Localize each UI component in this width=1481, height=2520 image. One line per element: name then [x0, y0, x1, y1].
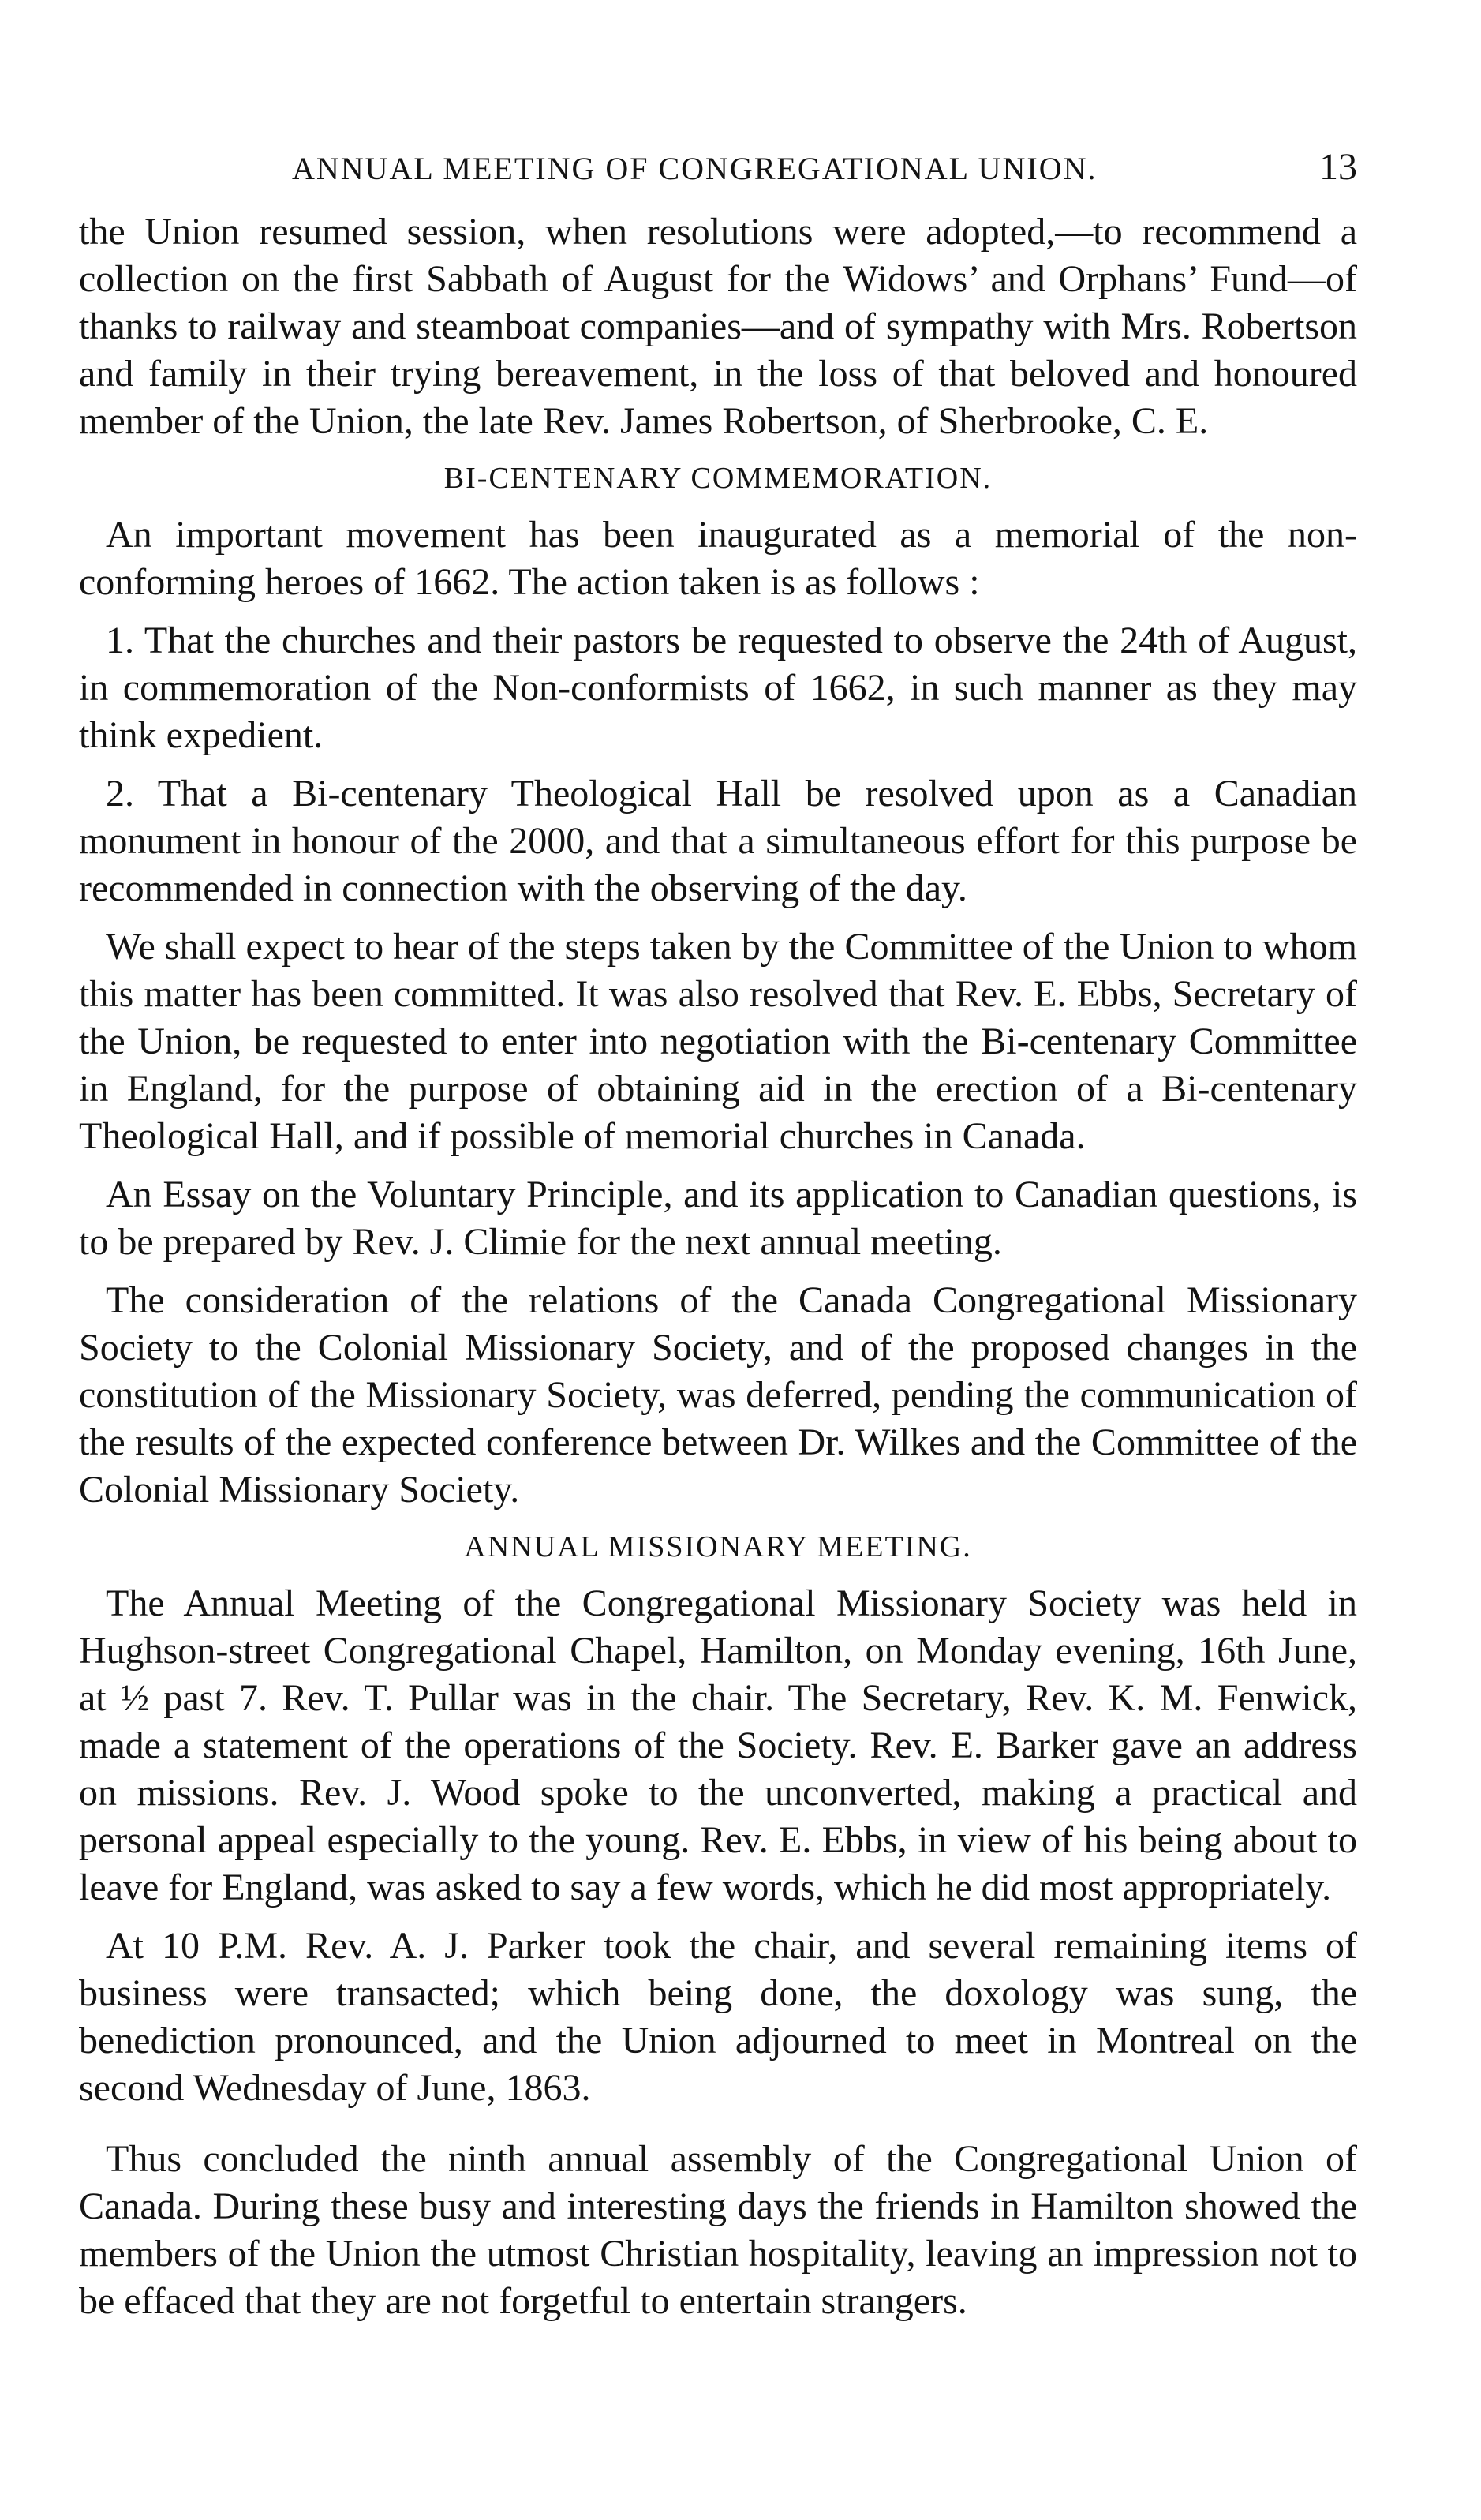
paragraph-closing-remarks: Thus concluded the ninth annual assembly of the Congregational Union of Canada. During these busy and interesting days the friends in Hamilton showed the members of the Union the utmost Christian hospitality, leaving an impression not to be effaced that they are not forgetful to entertain strangers.: [79, 2138, 1357, 2322]
running-header: [79, 142, 1357, 197]
paragraph-resolution-2: 2. That a Bi-centenary Theological Hall be resolved upon as a Canadian monument in honour of the 2000, and that a simultaneous effort for this purpose be recommended in connection with the observing of the day.: [79, 773, 1357, 909]
paragraph-gap: [79, 2123, 1357, 2136]
page-number: 13: [1319, 146, 1357, 188]
document-page: [79, 142, 1357, 2336]
paragraph-evening-session: At 10 P.M. Rev. A. J. Parker took the chair, and several remaining items of business were transacted; which being done, the doxology was sung, the benediction pronounced, and the Union adjourned to meet in Montreal on the second Wednesday of June, 1863.: [79, 1925, 1357, 2109]
paragraph-resolution-1: 1. That the churches and their pastors be requested to observe the 24th of August, in commemoration of the Non-conformists of 1662, in such manner as they may think expedient.: [79, 620, 1357, 756]
paragraph-committee-steps: We shall expect to hear of the steps taken by the Committee of the Union to whom this matter has been committed. It was also resolved that Rev. E. Ebbs, Secretary of the Union, be requested to enter into negotiation with the Bi-centenary Committee in England, for the purpose of obtaining aid in the erection of a Bi-centenary Theological Hall, and if possible of memorial churches in Canada.: [79, 926, 1357, 1157]
running-title: ANNUAL MEETING OF CONGREGATIONAL UNION.: [292, 151, 1098, 186]
paragraph-missionary-relations: The consideration of the relations of the Canada Congregational Missionary Society to the Colonial Missionary Society, and of the proposed changes in the constitution of the Missionary Society, was deferred, pending the communication of the results of the expected conference between Dr. Wilkes and the Committee of the Colonial Missionary Society.: [79, 1279, 1357, 1511]
section-heading-bicentenary: BI-CENTENARY COMMEMORATION.: [443, 462, 993, 495]
paragraph-voluntary-principle-essay: An Essay on the Voluntary Principle, and its application to Canadian questions, is to be prepared by Rev. J. Climie for the next annual meeting.: [79, 1174, 1357, 1263]
paragraph-annual-missionary-meeting: The Annual Meeting of the Congregational Missionary Society was held in Hughson-street Congregational Chapel, Hamilton, on Monday evening, 16th June, at ½ past 7. Rev. T. Pullar was in the chair. The Secretary, Rev. K. M. Fenwick, made a statement of the operations of the Society. Rev. E. Barker gave an address on missions. Rev. J. Wood spoke to the unconverted, making a practical and personal appeal especially to the young. Rev. E. Ebbs, in view of his being about to leave for England, was asked to say a few words, which he did most appropriately.: [79, 1582, 1357, 1908]
section-heading-missionary-meeting: ANNUAL MISSIONARY MEETING.: [464, 1530, 972, 1563]
paragraph-bicentenary-movement: An important movement has been inaugurated as a memorial of the non-conforming heroes of 1662. The action taken is as follows :: [79, 514, 1357, 603]
paragraph-union-resolutions: the Union resumed session, when resolutions were adopted,—to recommend a collection on the first Sabbath of August for the Widows’ and Orphans’ Fund—of thanks to railway and steamboat companies—and of sympathy with Mrs. Robertson and family in their trying bereavement, in the loss of that beloved and honoured member of the Union, the late Rev. James Robertson, of Sherbrooke, C. E.: [79, 211, 1357, 442]
